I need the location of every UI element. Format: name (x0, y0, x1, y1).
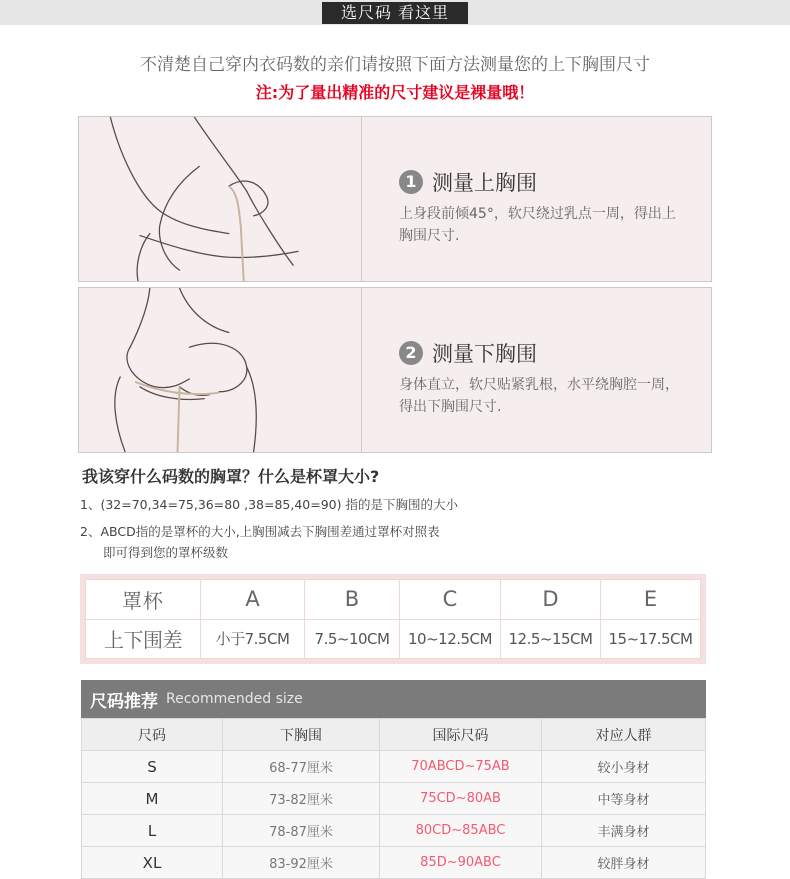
intl-size-cell: 80CD~85ABC (380, 815, 542, 847)
step-1-title: 测量上胸围 (432, 171, 537, 195)
step-2-title: 测量下胸围 (432, 342, 537, 366)
question-line-2: 2、ABCD指的是罩杯的大小,上胸围减去下胸围差通过罩杯对照表 (80, 524, 440, 539)
intl-size-cell: 75CD~80AB (380, 783, 542, 815)
table-row (82, 751, 706, 783)
body-type-cell: 中等身材 (542, 783, 706, 815)
cup-cell: E (601, 580, 701, 620)
step-upper-chest (78, 116, 712, 282)
question-title: 我该穿什么码数的胸罩？什么是杯罩大小? (82, 467, 380, 486)
header-intl-size: 国际尺码 (380, 719, 542, 751)
body-type-cell: 较胖身材 (542, 847, 706, 879)
banner-label: 选尺码 看这里 (322, 2, 468, 24)
size-title: 尺码推荐 (90, 691, 158, 712)
warning-text: 注:为了量出精准的尺寸建议是裸量哦！ (255, 83, 535, 102)
table-row (82, 815, 706, 847)
under-chest-cell: 73-82厘米 (223, 783, 380, 815)
step-2-heading (399, 338, 537, 368)
under-chest-cell: 83-92厘米 (223, 847, 380, 879)
under-chest-cell: 78-87厘米 (223, 815, 380, 847)
question-line-1: 1、(32=70,34=75,36=80 ,38=85,40=90) 指的是下胸围的大小 (80, 497, 458, 512)
size-subtitle: Recommended size (166, 691, 303, 707)
body-type-cell: 较小身材 (542, 751, 706, 783)
intl-size-cell: 70ABCD~75AB (380, 751, 542, 783)
size-cell: S (82, 751, 223, 783)
difference-cell: 15~17.5CM (601, 619, 701, 659)
step-2-description: 身体直立，软尺贴紧乳根，水平绕胸腔一周，得出下胸围尺寸. (399, 377, 679, 415)
header-under-chest: 下胸围 (223, 719, 380, 751)
size-recommendation (81, 680, 706, 879)
size-header-bar (81, 680, 706, 718)
header-body-type: 对应人群 (542, 719, 706, 751)
cup-cell: C (400, 580, 501, 620)
step-1-heading (399, 167, 537, 197)
cup-cell: D (501, 580, 601, 620)
under-chest-illustration (79, 288, 362, 452)
difference-cell: 12.5~15CM (501, 619, 601, 659)
table-row (82, 783, 706, 815)
header-size: 尺码 (82, 719, 223, 751)
cup-cell: B (305, 580, 400, 620)
intl-size-cell: 85D~90ABC (380, 847, 542, 879)
step-1-description: 上身段前倾45°，软尺绕过乳点一周，得出上胸围尺寸. (399, 206, 676, 244)
difference-cell: 10~12.5CM (400, 619, 501, 659)
top-banner (0, 0, 790, 25)
difference-cell: 小于7.5CM (201, 619, 305, 659)
step-under-chest (78, 287, 712, 453)
cup-label: 罩杯 (86, 580, 201, 620)
difference-cell: 7.5~10CM (305, 619, 400, 659)
upper-chest-illustration (79, 117, 362, 281)
intro-text: 不清楚自己穿内衣码数的亲们请按照下面方法测量您的上下胸围尺寸 (140, 55, 650, 75)
size-cell: XL (82, 847, 223, 879)
question-line-3: 即可得到您的罩杯级数 (103, 545, 229, 560)
step-1-number: 1 (399, 170, 423, 194)
step-2-number: 2 (399, 341, 423, 365)
cup-size-table (80, 574, 706, 664)
size-cell: L (82, 815, 223, 847)
body-type-cell: 丰满身材 (542, 815, 706, 847)
under-chest-cell: 68-77厘米 (223, 751, 380, 783)
cup-cell: A (201, 580, 305, 620)
size-cell: M (82, 783, 223, 815)
difference-label: 上下围差 (86, 619, 201, 659)
